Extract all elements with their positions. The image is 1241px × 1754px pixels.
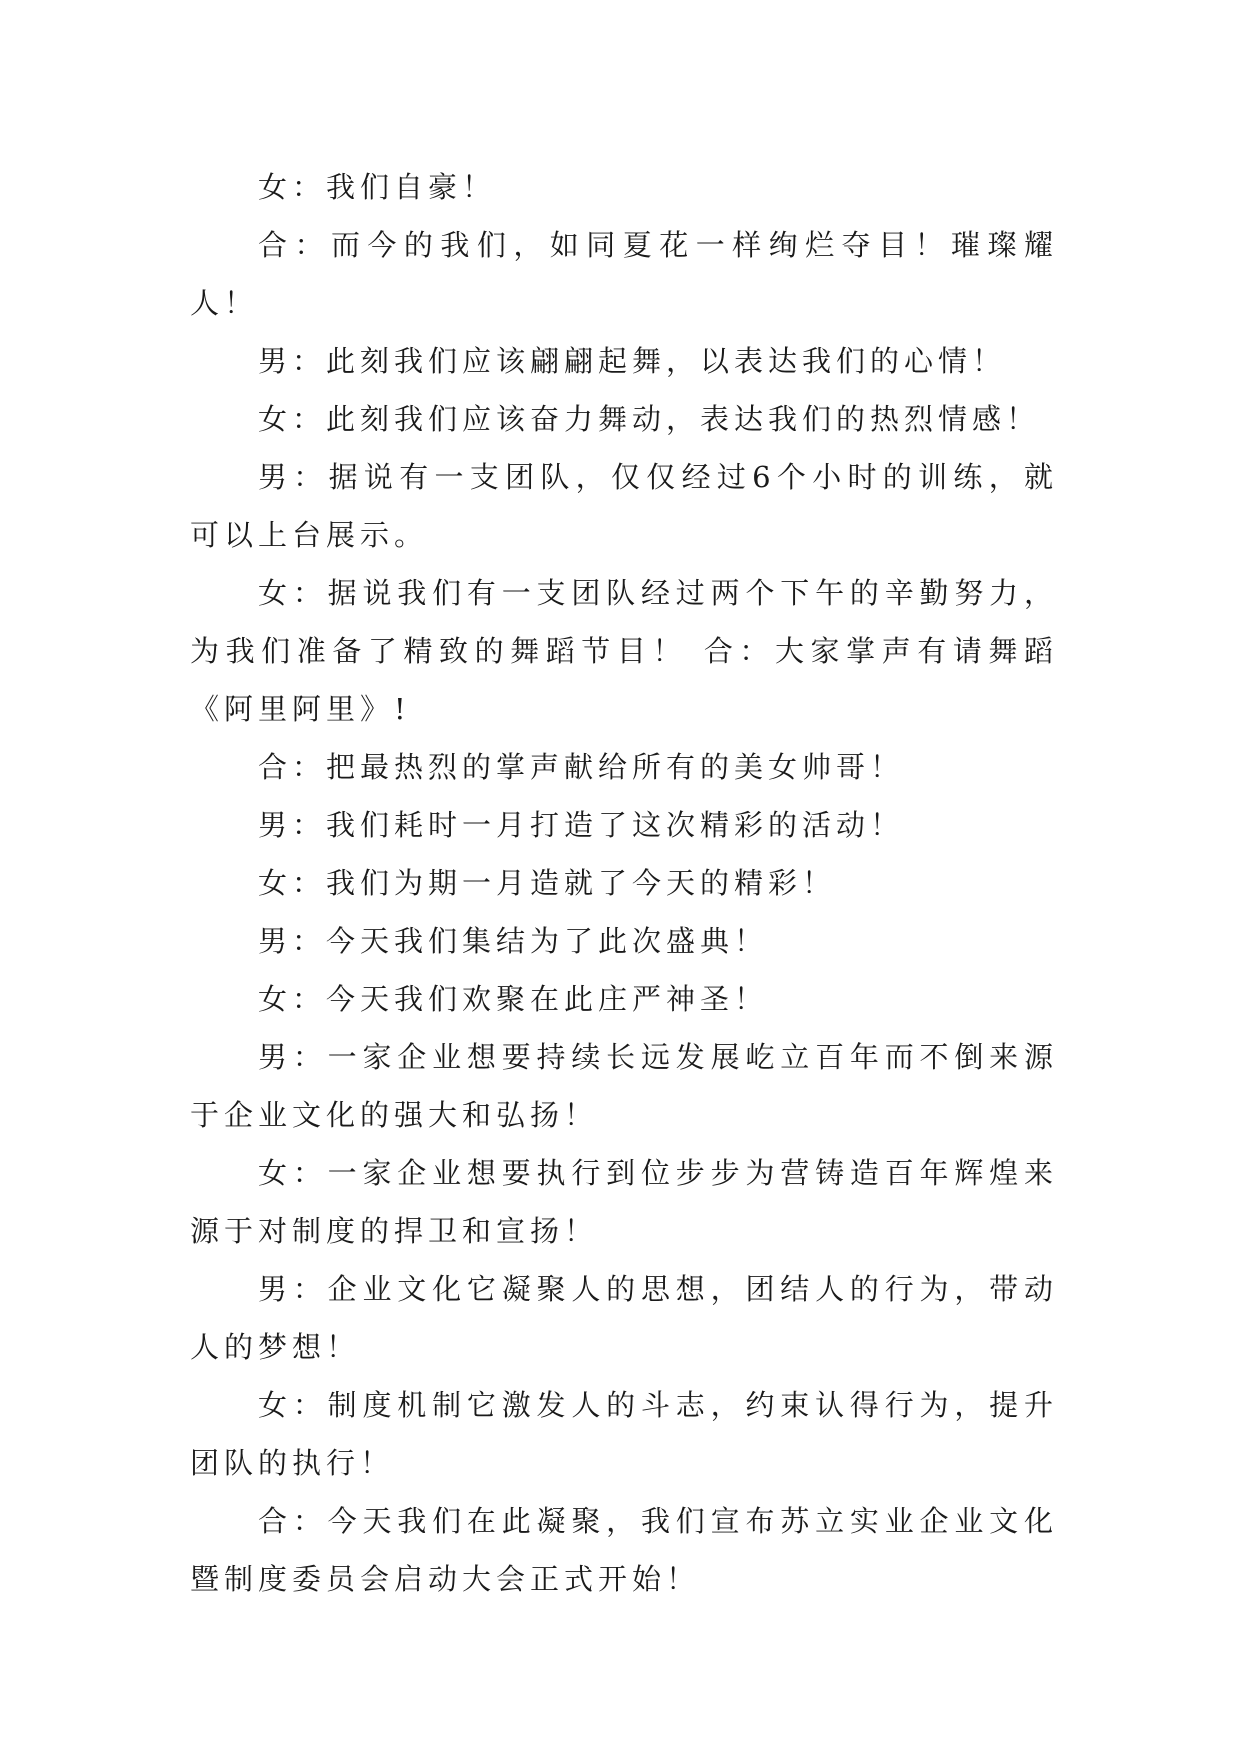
paragraph: 女：制度机制它激发人的斗志，约束认得行为，提升团队的执行！ xyxy=(190,1388,1058,1480)
paragraph: 合：今天我们在此凝聚，我们宣布苏立实业企业文化暨制度委员会启动大会正式开始！ xyxy=(190,1504,1058,1596)
paragraph: 女：据说我们有一支团队经过两个下午的辛勤努力，为我们准备了精致的舞蹈节目！ 合：大家掌声有请舞蹈《阿里阿里》! xyxy=(190,576,1058,726)
paragraph: 男：据说有一支团队，仅仅经过6个小时的训练，就可以上台展示。 xyxy=(190,460,1058,552)
paragraph: 女：此刻我们应该奋力舞动，表达我们的热烈情感！ xyxy=(258,402,1041,436)
paragraph: 女：今天我们欢聚在此庄严神圣！ xyxy=(258,982,769,1016)
paragraph: 男：一家企业想要持续长远发展屹立百年而不倒来源于企业文化的强大和弘扬！ xyxy=(190,1040,1058,1132)
paragraph: 男：我们耗时一月打造了这次精彩的活动！ xyxy=(258,808,905,842)
document-body xyxy=(190,158,1058,1608)
paragraph: 合：把最热烈的掌声献给所有的美女帅哥！ xyxy=(258,750,905,784)
paragraph: 女：我们自豪！ xyxy=(258,170,497,204)
paragraph: 女：一家企业想要执行到位步步为营铸造百年辉煌来源于对制度的捍卫和宣扬！ xyxy=(190,1156,1058,1248)
paragraph: 男：今天我们集结为了此次盛典！ xyxy=(258,924,769,958)
paragraph: 女：我们为期一月造就了今天的精彩！ xyxy=(258,866,837,900)
paragraph: 男：企业文化它凝聚人的思想，团结人的行为，带动人的梦想！ xyxy=(190,1272,1058,1364)
paragraph: 合：而今的我们，如同夏花一样绚烂夺目！璀璨耀人！ xyxy=(190,228,1058,320)
paragraph: 男：此刻我们应该翩翩起舞，以表达我们的心情！ xyxy=(258,344,1007,378)
